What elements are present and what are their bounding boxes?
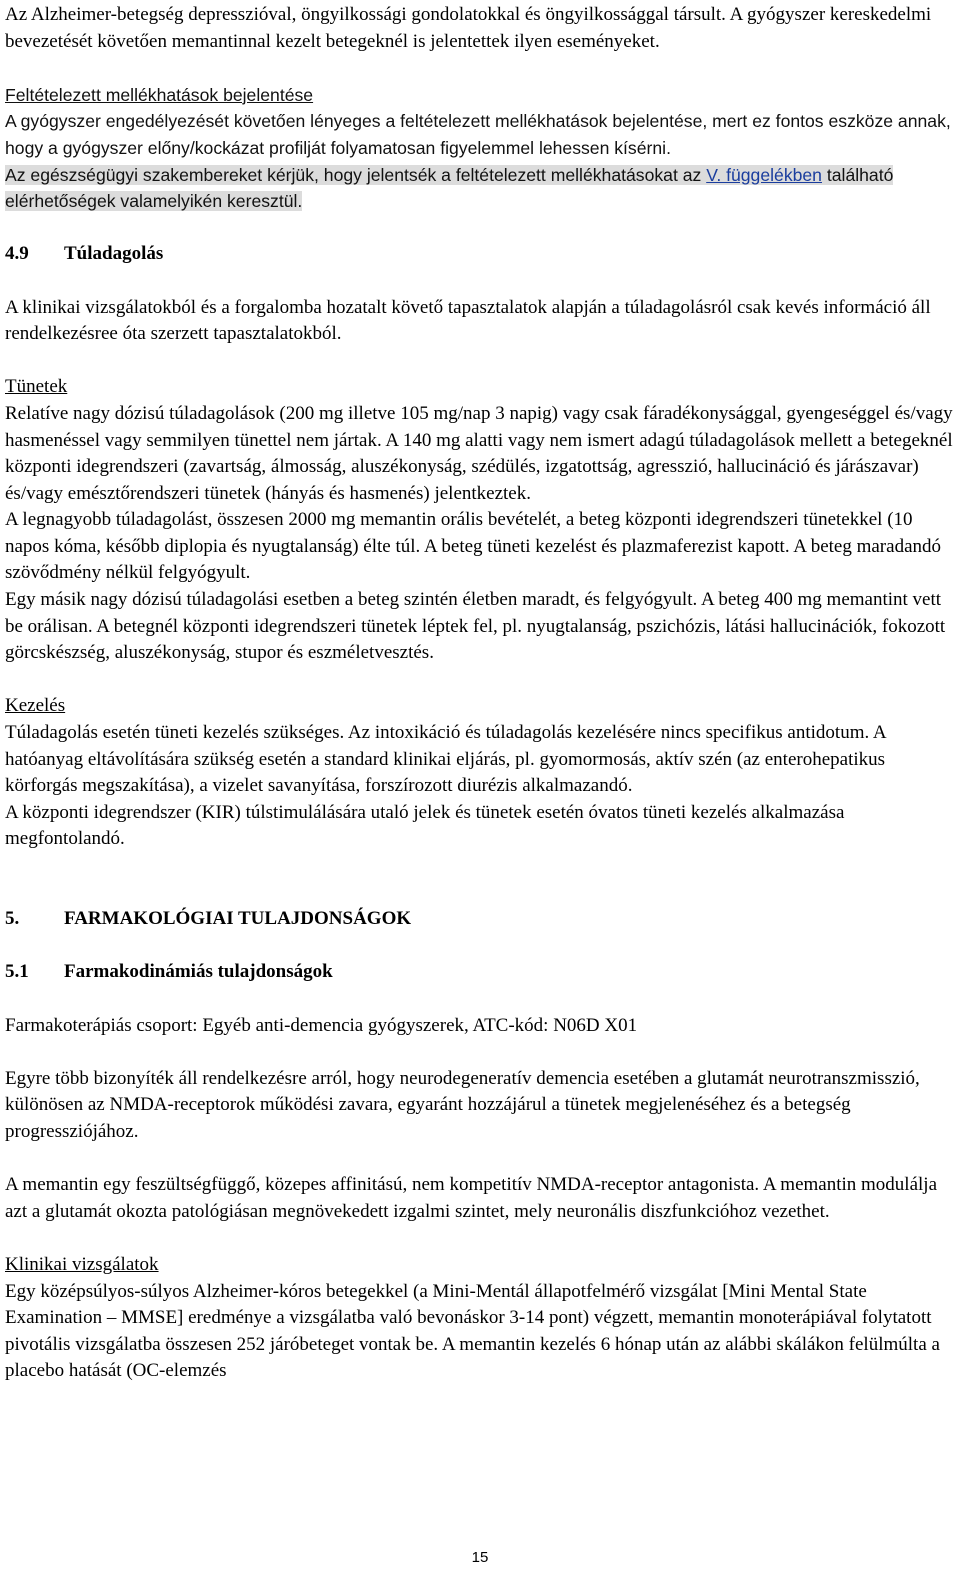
spacer bbox=[5, 268, 957, 295]
adverse-reporting-body-2 bbox=[5, 162, 957, 215]
treatment-heading: Kezelés bbox=[5, 695, 66, 717]
spacer bbox=[5, 1039, 957, 1066]
spacer bbox=[5, 1146, 957, 1173]
spacer bbox=[5, 933, 957, 960]
page-number: 15 bbox=[471, 1549, 489, 1566]
section-heading-overdose bbox=[5, 241, 957, 268]
mechanism-paragraph-2: A memantin egy feszültségfüggő, közepes affinitású, nem kompetitív NMDA-receptor antagonista. A memantin modulálja azt a glutamát okozta patológiásan megnövekedett izgalmi szintet, mely neuronális diszfunkcióhoz vezethet. bbox=[5, 1174, 938, 1222]
spacer bbox=[5, 853, 957, 906]
appendix-v-link[interactable]: V. függelékben bbox=[706, 164, 822, 185]
spacer bbox=[5, 667, 957, 694]
intro-paragraph: Az Alzheimer-betegség depresszióval, öngyilkossági gondolatokkal és öngyilkossággal társult. A gyógyszer kereskedelmi bevezetését követően memantinnal kezelt betegeknél is jelentettek ilyen eseményeket. bbox=[5, 4, 932, 52]
section-number: 4.9 bbox=[5, 243, 29, 265]
clinical-trials-heading: Klinikai vizsgálatok bbox=[5, 1253, 159, 1275]
treatment-paragraph-1: Túladagolás esetén tüneti kezelés szükséges. Az intoxikáció és túladagolás kezelésére nincs specifikus antidotum. A hatóanyag eltávolítására szükség esetén a standard klinikai eljárás, pl. gyomormosás, aktív szén (az enterohepatikus körforgás megszakítása), a vizelet savanyítása, forszírozott diurézis alkalmazandó. bbox=[5, 722, 886, 797]
spacer bbox=[5, 215, 957, 242]
symptoms-paragraph-2: A legnagyobb túladagolást, összesen 2000 mg memantin orális bevételét, a beteg központi idegrendszeri tünetekkel (10 napos kóma, később diplopia és nyugtalanság) élte túl. A beteg tüneti kezelést és plazmaferezist kapott. A beteg maradandó szövődmény nélkül felgyógyult. bbox=[5, 509, 942, 584]
mechanism-paragraph-1: Egyre több bizonyíték áll rendelkezésre arról, hogy neurodegeneratív demencia esetében a glutamát neurotranszmisszió, különösen az NMDA-receptorok működési zavara, egyaránt hozzájárul a tünetek megjelenéséhez és a betegség progressziójához. bbox=[5, 1067, 920, 1142]
treatment-paragraph-2: A központi idegrendszer (KIR) túlstimulálására utaló jelek és tünetek esetén óvatos tüneti kezelés alkalmazása megfontolandó. bbox=[5, 801, 845, 850]
spacer bbox=[5, 1225, 957, 1252]
clinical-trials-paragraph: Egy középsúlyos-súlyos Alzheimer-kóros betegekkel (a Mini-Mentál állapotfelmérő vizsgálat [Mini Mental State Examination – MMSE] eredménye a vizsgálatba való bevonáskor 3-14 pont) végzett, memantin monoterápiával folytatott pivotális vizsgálatba összesen 252 járóbeteget vontak be. A memantin kezelés 6 hónap után az alábbi skálákon felülmúlta a placebo hatását (OC-elemzés bbox=[5, 1280, 940, 1382]
subsection-number: 5.1 bbox=[5, 961, 29, 983]
adverse-reporting-section bbox=[5, 82, 957, 215]
section-title: FARMAKOLÓGIAI TULAJDONSÁGOK bbox=[64, 908, 412, 930]
pharmacotherapeutic-group: Farmakoterápiás csoport: Egyéb anti-demencia gyógyszerek, ATC-kód: N06D X01 bbox=[5, 1014, 638, 1036]
reporting-text-after-link: található elérhetőségek valamelyikén keresztül. bbox=[5, 164, 894, 212]
subsection-title: Farmakodinámiás tulajdonságok bbox=[64, 961, 333, 983]
section-heading-pharmacology bbox=[5, 906, 957, 933]
symptoms-paragraph-3: Egy másik nagy dózisú túladagolási esetben a beteg szintén életben maradt, és felgyógyult. A beteg 400 mg memantint vett be orálisan. A betegnél központi idegrendszeri tünetek léptek fel, pl. nyugtalanság, pszichózis, látási hallucinációk, fokozott görcskészség, aluszékonyság, stupor és eszméletvesztés. bbox=[5, 589, 946, 664]
symptoms-heading: Tünetek bbox=[5, 376, 68, 398]
spacer bbox=[5, 348, 957, 375]
spacer bbox=[5, 986, 957, 1013]
adverse-reporting-body: A gyógyszer engedélyezését követően lényeges a feltételezett mellékhatások bejelentése, mert ez fontos eszköze annak, hogy a gyógyszer előny/kockázat profilját folyamatosan figyelemmel lehessen kísérni. bbox=[5, 111, 951, 158]
document-page bbox=[5, 2, 957, 1385]
spacer bbox=[5, 55, 957, 82]
subsection-heading-pharmacodynamics bbox=[5, 959, 957, 986]
overdose-intro: A klinikai vizsgálatokból és a forgalomba hozatalt követő tapasztalatok alapján a túladagolásról csak kevés információ áll rendelkezésree óta szerzett tapasztalatokból. bbox=[5, 296, 931, 345]
section-title: Túladagolás bbox=[64, 243, 164, 265]
reporting-text-before-link: Az egészségügyi szakembereket kérjük, hogy jelentsék a feltételezett mellékhatásokat az bbox=[5, 164, 707, 185]
section-number: 5. bbox=[5, 908, 20, 930]
symptoms-paragraph-1: Relatíve nagy dózisú túladagolások (200 mg illetve 105 mg/nap 3 napig) vagy csak fáradékonysággal, gyengeséggel és/vagy hasmenéssel vagy semmilyen tünettel nem jártak. A 140 mg alatti vagy nem ismert adagú túladagolások mellett a betegeknél központi idegrendszeri (zavartság, álmosság, aluszékonyság, szédülés, izgatottság, agresszió, hallucináció és járászavar) és/vagy emésztőrendszeri tünetek (hányás és hasmenés) jelentkeztek. bbox=[5, 402, 953, 504]
adverse-reporting-heading: Feltételezett mellékhatások bejelentése bbox=[5, 84, 314, 105]
